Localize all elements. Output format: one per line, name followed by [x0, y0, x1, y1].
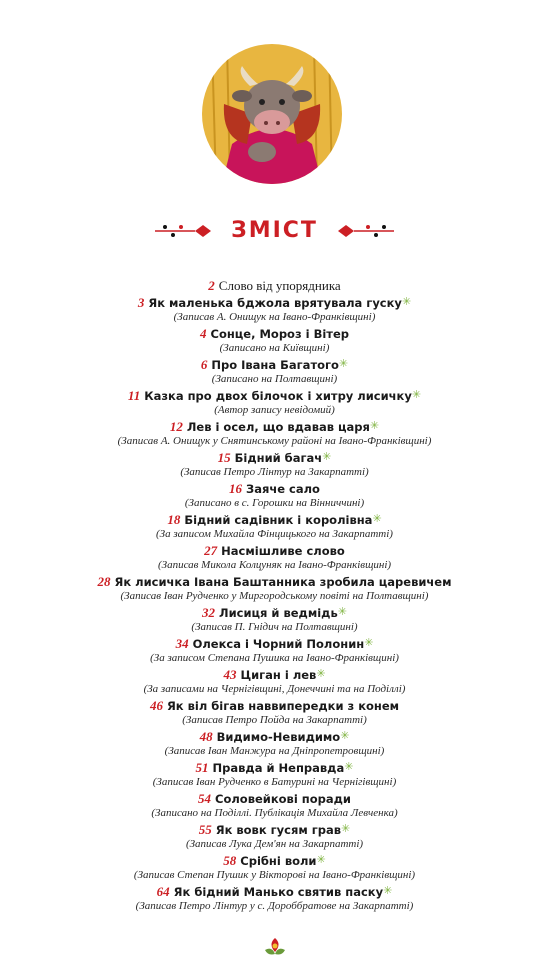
- page-number: 32: [202, 605, 216, 620]
- story-source-note: (За записами на Чернігівщині, Донеччині та на Поділлі): [143, 683, 406, 695]
- page-number: 11: [127, 388, 141, 403]
- story-title: Заяче сало: [246, 482, 320, 496]
- story-title: Олекса і Чорний Полонин: [192, 637, 365, 651]
- toc-entry: [0, 512, 549, 541]
- story-source-note: (Записано на Київщині): [219, 342, 330, 354]
- star-icon: ✳: [341, 823, 351, 835]
- toc-entry-heading: [0, 326, 549, 342]
- left-ornament-icon: [155, 222, 215, 240]
- story-title: Лисиця й ведмідь: [219, 606, 338, 620]
- toc-entry: [0, 605, 549, 634]
- story-source-note: (Записано в с. Горошки на Вінниччині): [184, 497, 365, 509]
- story-title: Видимо-Невидимо: [216, 730, 341, 744]
- toc-entry-heading: [0, 884, 549, 900]
- page-number: 58: [223, 853, 237, 868]
- toc-entry: [0, 667, 549, 696]
- story-title: Як маленька бджола врятувала гуску: [148, 296, 402, 310]
- story-title: Циган і лев: [240, 668, 317, 682]
- page-number: 16: [229, 481, 243, 496]
- story-source-note: (Записав Степан Пушик у Вікторові на Івано-Франківщині): [133, 869, 416, 881]
- toc-entry: [0, 419, 549, 448]
- toc-entry: [0, 574, 549, 603]
- ox-illustration: [202, 44, 342, 184]
- page-number: 12: [169, 419, 183, 434]
- story-source-note: (Записав Іван Рудченко у Миргородському повіті на Полтавщині): [120, 590, 429, 602]
- page-number: 34: [175, 636, 189, 651]
- toc-entry: [0, 822, 549, 851]
- star-icon: ✳: [322, 451, 332, 463]
- star-icon: ✳: [338, 358, 349, 370]
- toc-entry: [0, 388, 549, 417]
- page-number: 43: [223, 667, 237, 682]
- story-title: Правда й Неправда: [212, 761, 345, 775]
- toc-entry-heading: [0, 419, 549, 435]
- toc-entry: [0, 760, 549, 789]
- toc-entry: [0, 481, 549, 510]
- page-number: 3: [137, 295, 145, 310]
- toc-entry: [0, 278, 549, 293]
- story-source-note: (Записав Микола Колцуняк на Івано-Франківщині): [157, 559, 392, 571]
- story-source-note: (За записом Степана Пушика на Івано-Франківщині): [150, 652, 399, 664]
- page-number: 27: [204, 543, 218, 558]
- page-number: 15: [217, 450, 231, 465]
- star-icon: ✳: [316, 668, 326, 680]
- toc-entry-heading: [0, 278, 549, 293]
- toc-entry: [0, 853, 549, 882]
- story-source-note: (Записав Іван Манжура на Дніпропетровщині): [164, 745, 385, 757]
- toc-entry-heading: [0, 388, 549, 404]
- story-source-note: (Записано на Полтавщині): [211, 373, 338, 385]
- star-icon: ✳: [369, 420, 380, 432]
- contents-title: ЗМІСТ: [231, 218, 318, 243]
- toc-entry-heading: [0, 543, 549, 559]
- star-icon: ✳: [383, 885, 393, 897]
- story-source-note: (Автор запису невідомий): [214, 404, 335, 416]
- toc-entry-heading: [0, 791, 549, 807]
- story-source-note: (Записано на Поділлі. Публікація Михайла Левченка): [151, 807, 398, 819]
- story-title: Бідний багач: [234, 451, 323, 465]
- toc-entry-heading: [0, 295, 549, 311]
- toc-entry-heading: [0, 512, 549, 528]
- toc-entry-heading: [0, 822, 549, 838]
- story-source-note: (Записав А. Онищук у Снятинському районі на Івано-Франківщині): [117, 435, 432, 447]
- story-title: Лев і осел, що вдавав царя: [186, 420, 370, 434]
- story-source-note: (Записав Петро Лінтур у с. Дороббратове на Закарпатті): [135, 900, 414, 912]
- toc-entry-heading: [0, 357, 549, 373]
- page-number: 4: [200, 326, 207, 341]
- contents-heading-row: [0, 218, 549, 248]
- page-number: 28: [97, 574, 111, 589]
- toc-entry-heading: [0, 574, 549, 590]
- toc-entry-heading: [0, 605, 549, 621]
- page-number: 51: [195, 760, 209, 775]
- table-of-contents: [0, 278, 549, 915]
- toc-entry: [0, 729, 549, 758]
- page-number: 64: [156, 884, 170, 899]
- story-title: Як лисичка Івана Баштанника зробила царевичем: [114, 575, 452, 589]
- toc-entry: [0, 543, 549, 572]
- story-source-note: (Записав Іван Рудченко в Батурині на Чернігівщині): [152, 776, 397, 788]
- page-number: 55: [198, 822, 212, 837]
- toc-entry-heading: [0, 636, 549, 652]
- toc-entry: [0, 450, 549, 479]
- story-source-note: (Записав Лука Дем'ян на Закарпатті): [185, 838, 364, 850]
- toc-entry: [0, 636, 549, 665]
- toc-entry-heading: [0, 853, 549, 869]
- toc-entry: [0, 791, 549, 820]
- story-title: Сонце, Мороз і Вітер: [210, 327, 349, 341]
- star-icon: ✳: [372, 513, 382, 525]
- toc-entry-heading: [0, 698, 549, 714]
- story-title: Слово від упорядника: [218, 278, 341, 293]
- toc-entry: [0, 326, 549, 355]
- toc-entry-heading: [0, 760, 549, 776]
- flower-ornament-icon: [262, 936, 288, 958]
- page-number: 46: [149, 698, 163, 713]
- star-icon: ✳: [337, 606, 347, 618]
- star-icon: ✳: [344, 761, 354, 773]
- story-source-note: (Записав А. Онищук на Івано-Франківщині): [173, 311, 376, 323]
- page-number: 2: [208, 278, 215, 293]
- star-icon: ✳: [411, 389, 422, 401]
- story-title: Насмішливе слово: [221, 544, 345, 558]
- toc-entry-heading: [0, 481, 549, 497]
- toc-entry: [0, 698, 549, 727]
- star-icon: ✳: [340, 730, 350, 742]
- story-title: Срібні воли: [240, 854, 317, 868]
- story-title: Про Івана Багатого: [211, 358, 339, 372]
- story-title: Як віл бігав наввипередки з конем: [166, 699, 400, 713]
- story-title: Як бідний Манько святив паску: [173, 885, 384, 899]
- star-icon: ✳: [364, 637, 374, 649]
- toc-entry: [0, 295, 549, 324]
- story-title: Соловейкові поради: [215, 792, 351, 806]
- page-number: 54: [198, 791, 212, 806]
- toc-entry: [0, 357, 549, 386]
- story-source-note: (Записав П. Гнідич на Полтавщині): [191, 621, 358, 633]
- star-icon: ✳: [316, 854, 326, 866]
- star-icon: ✳: [401, 296, 412, 308]
- toc-entry: [0, 884, 549, 913]
- story-title: Як вовк гусям грав: [215, 823, 342, 837]
- toc-entry-heading: [0, 450, 549, 466]
- right-ornament-icon: [334, 222, 394, 240]
- toc-entry-heading: [0, 667, 549, 683]
- page-number: 18: [167, 512, 181, 527]
- story-source-note: (Записав Петро Лінтур на Закарпатті): [180, 466, 369, 478]
- story-title: Казка про двох білочок і хитру лисичку: [144, 389, 412, 403]
- toc-entry-heading: [0, 729, 549, 745]
- story-source-note: (За записом Михайла Фінцицького на Закарпатті): [156, 528, 393, 540]
- page-number: 6: [200, 357, 208, 372]
- ox-picture: [202, 44, 342, 184]
- story-source-note: (Записав Петро Пойда на Закарпатті): [182, 714, 367, 726]
- page-number: 48: [199, 729, 213, 744]
- story-title: Бідний садівник і королівна: [184, 513, 373, 527]
